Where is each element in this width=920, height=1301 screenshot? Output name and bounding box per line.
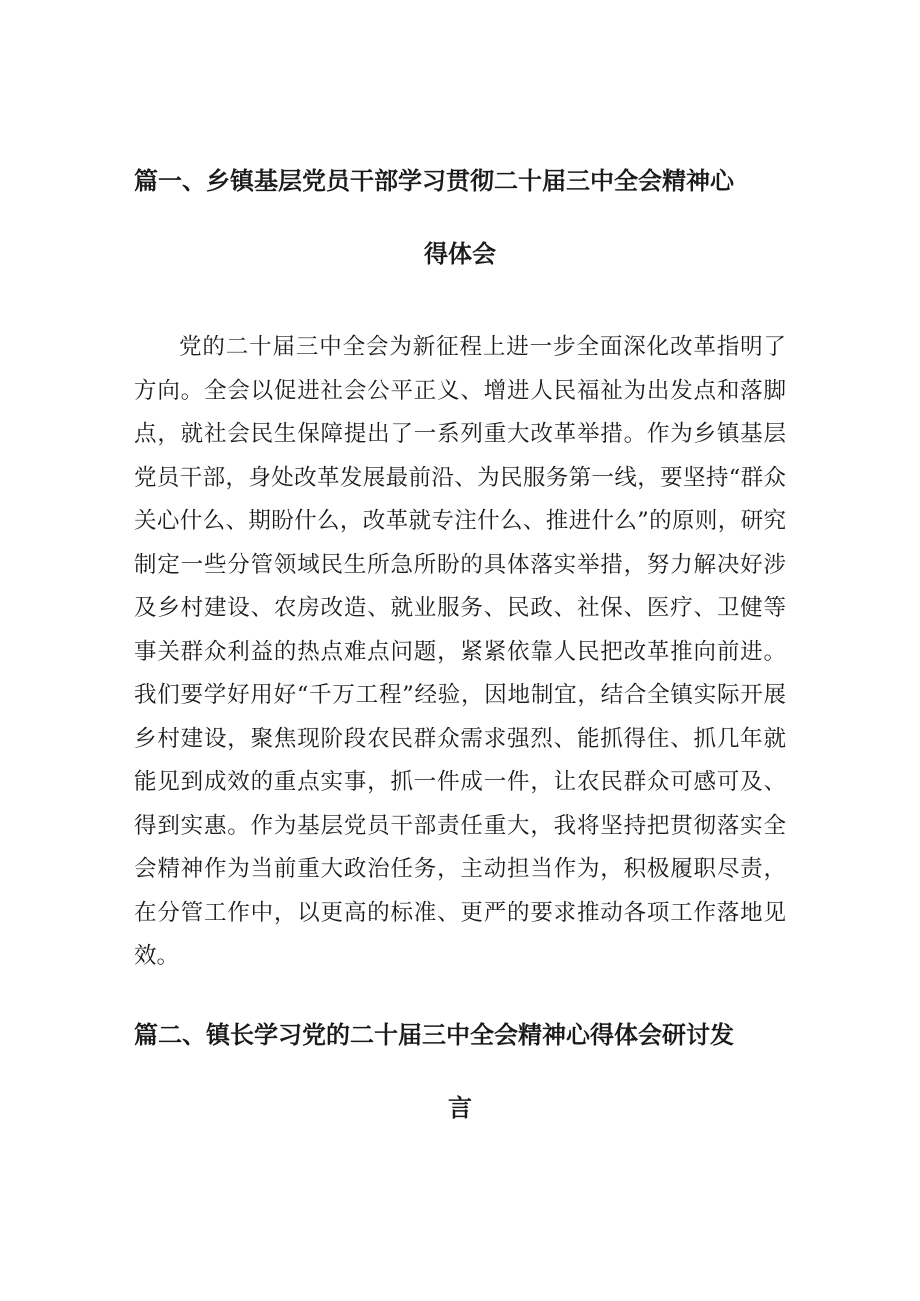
- section-1-body-paragraph: 党的二十届三中全会为新征程上进一步全面深化改革指明了方向。全会以促进社会公平正义、增进人民福祉为出发点和落脚点，就社会民生保障提出了一系列重大改革举措。作为乡镇基层党员干部，身处改革发展最前沿、为民服务第一线，要坚持“群众关心什么、期盼什么，改革就专注什么、推进什么”的原则，研究制定一些分管领域民生所急所盼的具体落实举措，努力解决好涉及乡村建设、农房改造、就业服务、民政、社保、医疗、卫健等事关群众利益的热点难点问题，紧紧依靠人民把改革推向前进。我们要学好用好“千万工程”经验，因地制宜，结合全镇实际开展乡村建设，聚焦现阶段农民群众需求强烈、能抓得住、抓几年就能见到成效的重点实事，抓一件成一件，让农民群众可感可及、得到实惠。作为基层党员干部责任重大，我将坚持把贯彻落实全会精神作为当前重大政治任务，主动担当作为，积极履职尽责，在分管工作中，以更高的标准、更严的要求推动各项工作落地见效。: [134, 334, 786, 969]
- section-2-title-line-2: 言: [448, 1094, 472, 1122]
- section-2-title: [134, 999, 786, 1145]
- section-1-title: [134, 145, 786, 291]
- section-2-title-line-1: 篇二、镇长学习党的二十届三中全会精神心得体会研讨发: [134, 1021, 734, 1049]
- section-1-title-line-1: 篇一、乡镇基层党员干部学习贯彻二十届三中全会精神心: [134, 167, 734, 195]
- section-1-title-line-2: 得体会: [424, 240, 496, 268]
